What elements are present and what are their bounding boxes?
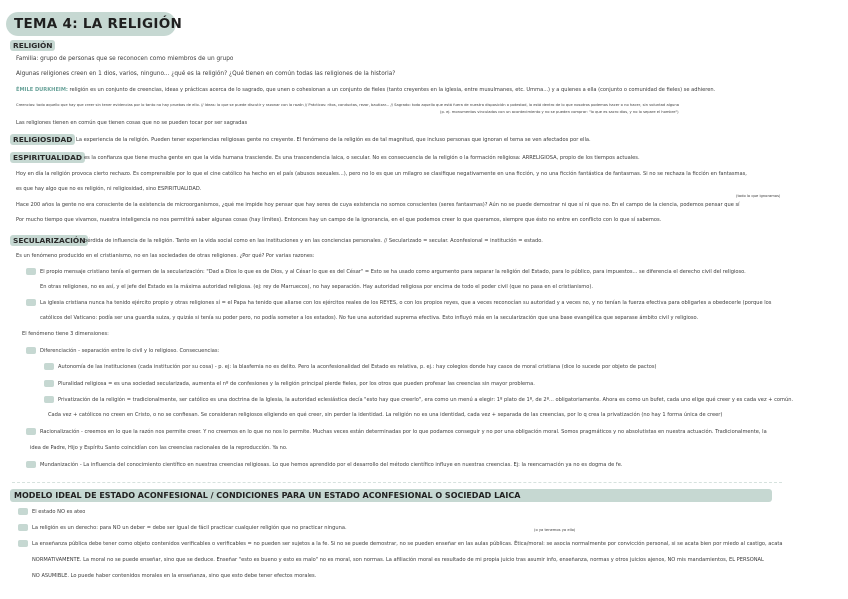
dimension-racionalizacion-a: Racionalización - creemos en lo que la razón nos permite creer. Y no creemos en lo que no nos lo permite. Muchas veces están determinadas por lo que podamos conseguir y no por una obligación moral. Somos pragmáticos y no absolutistas en nuestra actuación. Tradicionalmente, la (40, 429, 767, 435)
dimension-racionalizacion-b: idea de Padre, Hijo y Espíritu Santo coincidían con las creencias racionales de la reproducción. Ya no. (30, 445, 288, 451)
secularizacion-label: SECULARIZACIÓN (10, 235, 88, 246)
modelo-point-2-aside: (o ya tenemos ya ello) (534, 528, 576, 532)
consequence-privatizacion-b: Cada vez + católicos no creen en Cristo, o no se confiesan. Se consideran religiosos eligiendo en qué creer, sin perder la identidad. La religión no es una identidad, cada vez + separada de las creencias, por lo q crea la privatización (no hay 1 forma única de creer) (48, 412, 723, 418)
espiritualidad-label: ESPIRITUALIDAD (10, 152, 85, 163)
bullet-marker (26, 347, 36, 354)
espiritualidad-line-1: es la confianza que tiene mucha gente en que la vida humana trasciende. Es una trascendencia laica, o secular. No es consecuencia de la religión o la formación religiosa: ARRELIGIOSA, propio de los tiempos actuales. (84, 155, 640, 161)
modelo-heading: MODELO IDEAL DE ESTADO ACONFESIONAL / CONDICIONES PARA UN ESTADO ACONFESIONAL O SOCIEDAD LAICA (10, 489, 772, 502)
durkheim-text: religión es un conjunto de creencias, ideas y prácticas acerca de lo sagrado, que unen o cohesionan a un conjunto de fieles (tanto creyentes en la iglesia, entre musulmanes, etc. Umma...) y a quienes a ella (conjunto o comunidad de fieles) se adhieren. (69, 87, 716, 93)
modelo-point-1: El estado NO es ateo (32, 509, 86, 515)
modelo-point-3b: NORMATIVAMENTE. La moral no se puede enseñar, sino que se deduce. Enseñar "esto es bueno y esto es malo" no es moral, son normas. La afiliación moral es resultado de mi propia juicio tras asumir info, enseñanza, normas y otros juicios ajenos, NO mis mandamientos, EL PERSONAL (32, 557, 764, 563)
bullet-marker (44, 380, 54, 387)
religion-line-2: Algunas religiones creen en 1 dios, varios, ninguno... ¿qué es la religión? ¿Qué tienen en común todas las religiones de la historia? (16, 71, 396, 77)
reason-2a: La iglesia cristiana nunca ha tenido ejército propio y otras religiones sí = el Papa ha tenido que aliarse con los ejércitos reales de los REYES, o con los propios reyes, que a veces reconocían su autoridad y a veces no, y no tenían la fuerza efectiva para obligarles a obedecerle (porque los (40, 300, 772, 306)
secularizacion-intro: pérdida de influencia de la religión. Tanto en la vida social como en las instituciones y en las conciencias personales. // Secularizado = secular. Aconfesional = institución = estado. (84, 238, 543, 244)
durkheim-label: ÉMILE DURKHEIM: (16, 87, 68, 93)
bullet-marker (18, 540, 28, 547)
dimension-mundanizacion: Mundanización - La influencia del conocimiento científico en nuestras creencias religiosas. Lo que hemos aprendido por el desarrollo del método científico influye en nuestras creencias. Ej: la reencarnación ya no es dogma de fe. (40, 462, 623, 468)
bullet-marker (44, 363, 54, 370)
bullet-marker (26, 461, 36, 468)
religiosidad-text: La experiencia de la religión. Pueden tener experiencias religiosas gente no creyente. El fenómeno de la religión es de tal magnitud, que incluso personas que ignoran el tema se ven afectados por ella. (76, 137, 591, 143)
bullet-marker (18, 508, 28, 515)
religion-line-3: Las religiones tienen en común que tienen cosas que no se pueden tocar por ser sagradas (16, 120, 248, 126)
page-title: TEMA 4: LA RELIGIÓN (6, 12, 176, 36)
consequence-privatizacion-a: Privatización de la religión = tradicionalmente, ser católico es una doctrina de la Iglesia, la autoridad eclesiástica decía "esto hay que creerlo", era como un menú a elegir: 1º plato de 1º, de 2º... obligatoriamente. Ahora es como un bufet, cada uno elige qué creer y es cada vez + común. (58, 397, 794, 403)
religion-note-1: Creencias: todo aquello que hay que creer sin tener evidencias por lo tanto no hay pruebas de ello. // Ideas: lo que se puede discutir y razonar con la razón // Prácticas: ritos, conductas, rezar, bautizar... // Sagrado: todo aquello que está fuera de nuestra disposición o potestad, lo está dentro de lo que nosotros podemos hacer o no hacer, sin voluntad alguna (16, 103, 679, 107)
consequence-pluralidad: Pluralidad religiosa = es una sociedad secularizada, aumenta el nº de confesiones y la religión principal pierde fieles, por los otros que pueden profesar las creencias sin mayor problema. (58, 381, 535, 387)
dimension-diferenciacion: Diferenciación - separación entre lo civil y lo religioso. Consecuencias: (40, 348, 220, 354)
espiritualidad-line-3: es que hay algo que no es religión, ni religiosidad, sino ESPIRITUALIDAD. (16, 186, 202, 192)
secularizacion-line-2: Es un fenómeno producido en el cristianismo, no en las sociedades de otras religiones. ¿Por qué? Por varias razones: (16, 253, 315, 259)
bullet-marker (18, 524, 28, 531)
bullet-marker (26, 428, 36, 435)
reason-1b: En otras religiones, no es así, y el jefe del Estado es la máxima autoridad religiosa. (ej: rey de Marruecos), no hay separación. Hay autoridad religiosa por encima de todo el poder civil (que no pasa en el cristianismo). (40, 284, 593, 290)
consequence-autonomia: Autonomía de las instituciones (cada institución por su cosa) - p. ej: la blasfemia no es delito. Pero la aconfesionalidad del Estado es relativa, p. ej.: hay colegios donde hay casos de moral cristiana (dice lo sucede por objeto de pactos) (58, 364, 657, 370)
bullet-marker (26, 268, 36, 275)
espiritualidad-line-5: Por mucho tiempo que vivamos, nuestra inteligencia no nos permitirá saber algunas cosas (hay límites). Entonces hay un campo de la ignorancia, en el que podemos creer lo que queramos, siempre que ésto no entre en conflicto con lo que sí sabemos. (16, 217, 662, 223)
religion-note-1b: (p. ej. monumentos vinculados con un acontecimiento y no se pueden comprar: "lo que es sacro dios, y no lo separe el hombre") (440, 110, 679, 114)
dimensions-intro: El fenómeno tiene 3 dimensiones: (22, 331, 109, 337)
religiosidad-label: RELIGIOSIDAD (10, 134, 75, 145)
modelo-point-2: La religión es un derecho: para NO un deber = debe ser igual de fácil practicar cualquier religión que no practicar ninguna. (32, 525, 347, 531)
modelo-point-3a: La enseñanza pública debe tener como objeto contenidos verificables o verificables = no pueden ser sujetos a la fe. Si no se puede demostrar, no se pueden enseñar en las aulas públicas. Ética/moral: se asocia normalmente por convicción personal, si se acata bien por miedo al castigo, acata (32, 541, 783, 547)
durkheim-definition (16, 86, 842, 94)
espiritualidad-line-2: Hoy en día la religión provoca cierto rechazo. Es comprensible por lo que el cine católico ha hecho en el país (abusos sexuales...), pero no lo es que un milagro se clasifique negativamente en una ficción, y no una ficción fantástica de fantasmas. Si no se rechaza la ficción en fantasmas, (16, 171, 747, 177)
bullet-marker (44, 396, 54, 403)
reason-1a: El propio mensaje cristiano tenía el germen de la secularización: "Dad a Dios lo que es de Dios, y al César lo que es del César" = Esto se ha usado como argumento para separar la religión del Estado, para lo público, para impuestos... se diferencia el derecho civil del religioso. (40, 269, 746, 275)
religion-heading: RELIGIÓN (10, 40, 55, 51)
religion-line-1: Familia: grupo de personas que se reconocen como miembros de un grupo (16, 56, 234, 62)
bullet-marker (26, 299, 36, 306)
espiritualidad-aside: (todo lo que ignoramos) (736, 194, 781, 198)
espiritualidad-line-4: Hace 200 años la gente no era consciente de la existencia de microorganismos, ¿qué me impide hoy pensar que hay seres de cuya existencia no somos conscientes (seres fantasmas)? Aún no se puede demostrar ni que sí ni que no. En el campo de la ciencia, podemos pensar que sí (16, 202, 740, 208)
modelo-point-3c: NO ASUMIBLE. Lo puede haber contenidos morales en la enseñanza, sino que esto debe tener efectos morales. (32, 573, 317, 579)
reason-2b: católicos del Vaticano: podía ser una guardia suiza, y quizás si tenía su poder pero, no podía someter a los estados). No fue una autoridad suprema efectiva. Esto influyó más en la secularización que una base evangélica que separase ámbito civil y religioso. (40, 315, 699, 321)
section-divider (12, 482, 782, 483)
